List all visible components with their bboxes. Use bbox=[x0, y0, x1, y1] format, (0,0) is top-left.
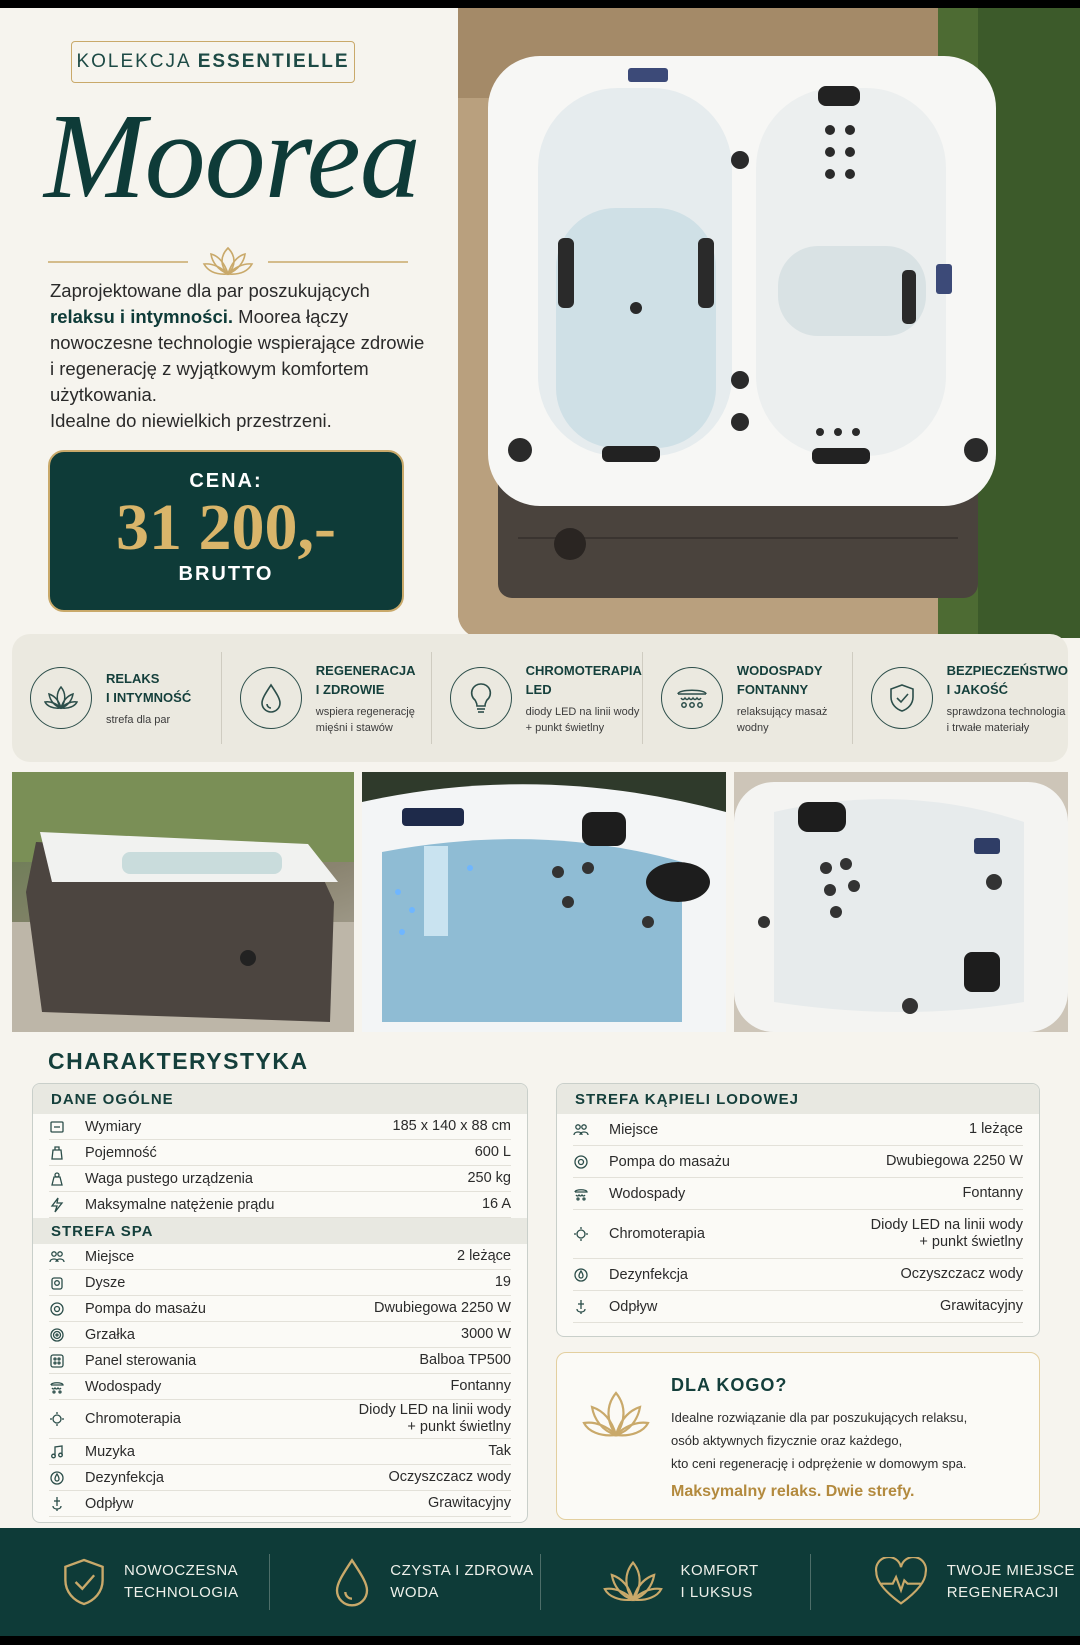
footer-bar bbox=[0, 1528, 1080, 1636]
lotus-icon bbox=[581, 1387, 651, 1443]
spec-label: Maksymalne natężenie prądu bbox=[85, 1196, 275, 1213]
spec-label: Wodospady bbox=[85, 1378, 162, 1395]
spec-label: Odpływ bbox=[85, 1495, 134, 1512]
footer-text: CZYSTA I ZDROWA WODA bbox=[390, 1562, 534, 1601]
spec-value: Grawitacyjny bbox=[940, 1298, 1023, 1314]
spec-row bbox=[573, 1291, 1023, 1323]
footer-text: TWOJE MIEJSCE REGENERACJI bbox=[946, 1562, 1075, 1601]
spec-label: Dezynfekcja bbox=[85, 1469, 164, 1486]
spec-value: Balboa TP500 bbox=[419, 1352, 511, 1368]
feature-title: CHROMOTERAPIA LED bbox=[525, 662, 642, 697]
spec-label: Wodospady bbox=[609, 1185, 686, 1202]
drain-icon bbox=[49, 1496, 85, 1512]
spec-row bbox=[49, 1140, 511, 1166]
feature-subtitle: strefa dla par bbox=[106, 713, 171, 726]
disinfect-icon bbox=[49, 1470, 85, 1486]
spa-rows bbox=[33, 1244, 527, 1517]
spec-label: Grzałka bbox=[85, 1326, 135, 1343]
drop-icon bbox=[240, 667, 302, 729]
for-whom-line: osób aktywnych fizycznie oraz każdego, bbox=[671, 1433, 903, 1448]
for-whom-tagline: Maksymalny relaks. Dwie strefy. bbox=[671, 1483, 915, 1500]
footer-water bbox=[270, 1554, 540, 1610]
spec-row bbox=[573, 1259, 1023, 1291]
spec-value: 2 leżące bbox=[456, 1248, 511, 1264]
general-rows bbox=[33, 1114, 527, 1218]
spec-row bbox=[49, 1244, 511, 1270]
spec-label: Chromoterapia bbox=[609, 1226, 705, 1242]
spec-row bbox=[49, 1114, 511, 1140]
spec-row bbox=[49, 1374, 511, 1400]
gallery-photo-led bbox=[362, 772, 726, 1032]
music-icon bbox=[49, 1444, 85, 1460]
price-box bbox=[48, 450, 404, 612]
footer-text: KOMFORT I LUKSUS bbox=[680, 1562, 759, 1601]
waterfall-icon bbox=[661, 667, 723, 729]
spec-label: Wymiary bbox=[85, 1118, 142, 1135]
section-spa-title: STREFA SPA bbox=[33, 1218, 527, 1244]
spec-value: Dwubiegowa 2250 W bbox=[885, 1153, 1023, 1169]
disinfect-icon bbox=[573, 1267, 609, 1283]
feature-title: REGENERACJA I ZDROWIE bbox=[315, 662, 416, 697]
led-icon bbox=[49, 1411, 85, 1427]
price-value: 31 200,- bbox=[116, 491, 336, 564]
lotus-icon bbox=[603, 1557, 663, 1607]
spec-row bbox=[49, 1348, 511, 1374]
spec-row bbox=[49, 1166, 511, 1192]
product-title: Moorea bbox=[44, 89, 420, 224]
waterfall-icon bbox=[49, 1379, 85, 1395]
spec-row bbox=[49, 1322, 511, 1348]
spec-value: Tak bbox=[488, 1443, 511, 1459]
spec-row bbox=[49, 1400, 511, 1439]
specs-card-left bbox=[32, 1083, 528, 1523]
section-general-title: DANE OGÓLNE bbox=[33, 1084, 527, 1114]
weight-icon bbox=[49, 1171, 85, 1187]
spec-label: Miejsce bbox=[85, 1248, 135, 1265]
spec-value: 1 leżące bbox=[968, 1121, 1023, 1137]
led-icon bbox=[573, 1226, 609, 1242]
spec-row bbox=[573, 1178, 1023, 1210]
collection-prefix: KOLEKCJA bbox=[76, 51, 192, 72]
panel-icon bbox=[49, 1353, 85, 1369]
for-whom-line: Idealne rozwiązanie dla par poszukujących relaksu, bbox=[671, 1410, 968, 1425]
feature-regeneration bbox=[222, 652, 432, 744]
spec-row bbox=[49, 1270, 511, 1296]
collection-badge bbox=[71, 41, 355, 83]
water-drop-icon bbox=[332, 1556, 372, 1608]
shield-icon bbox=[871, 667, 933, 729]
spec-label: Waga pustego urządzenia bbox=[85, 1170, 253, 1187]
spec-row bbox=[49, 1192, 511, 1218]
section-ice-title: STREFA KĄPIELI LODOWEJ bbox=[557, 1084, 1039, 1114]
feature-safety bbox=[853, 652, 1068, 744]
feature-subtitle: relaksujący masaż wodny bbox=[736, 705, 828, 734]
intro-text: Zaprojektowane dla par poszukujących relaksu i intymności. Moorea łączy nowoczesne technologie wspierające zdrowie i regenerację z wyjątkowym komfortem użytkowania. Idealne do niewielkich przestrzeni. bbox=[50, 280, 425, 431]
nozzle-icon bbox=[49, 1275, 85, 1291]
spec-label: Chromoterapia bbox=[85, 1411, 181, 1427]
spec-value: 19 bbox=[494, 1274, 511, 1290]
spec-label: Pompa do masażu bbox=[85, 1300, 206, 1317]
feature-relax bbox=[12, 652, 222, 744]
footer-technology bbox=[0, 1554, 270, 1610]
spec-row bbox=[49, 1296, 511, 1322]
spec-value: Oczyszczacz wody bbox=[900, 1266, 1023, 1282]
pump-icon bbox=[573, 1154, 609, 1170]
spec-value: Diody LED na linii wody + punkt świetlny bbox=[358, 1402, 511, 1435]
spec-value: Fontanny bbox=[450, 1378, 511, 1394]
bolt-icon bbox=[49, 1197, 85, 1213]
price-label: CENA: bbox=[189, 470, 263, 492]
spec-value: 600 L bbox=[474, 1144, 511, 1160]
feature-strip bbox=[12, 634, 1068, 762]
gallery-photo-exterior bbox=[12, 772, 354, 1032]
footer-regeneration bbox=[811, 1554, 1080, 1610]
ice-rows bbox=[557, 1114, 1039, 1323]
feature-title: RELAKS I INTYMNOŚĆ bbox=[106, 670, 192, 705]
spec-label: Dezynfekcja bbox=[609, 1266, 688, 1283]
shield-check-icon bbox=[62, 1556, 106, 1608]
for-whom-text bbox=[671, 1406, 1027, 1475]
dimensions-icon bbox=[49, 1119, 85, 1135]
spec-label: Pompa do masażu bbox=[609, 1153, 730, 1170]
feature-title: WODOSPADY FONTANNY bbox=[736, 662, 823, 697]
capacity-icon bbox=[49, 1145, 85, 1161]
spec-row bbox=[49, 1465, 511, 1491]
gallery-photo-interior bbox=[734, 772, 1068, 1032]
lotus-divider bbox=[48, 244, 408, 280]
feature-chromotherapy bbox=[432, 652, 643, 744]
spec-row bbox=[49, 1491, 511, 1517]
for-whom-line: kto ceni regenerację i odprężenie w domowym spa. bbox=[671, 1456, 967, 1471]
spec-label: Dysze bbox=[85, 1274, 126, 1291]
people-icon bbox=[573, 1122, 609, 1138]
heart-pulse-icon bbox=[873, 1557, 929, 1607]
specs-heading: CHARAKTERYSTYKA bbox=[48, 1048, 309, 1074]
heater-icon bbox=[49, 1327, 85, 1343]
drain-icon bbox=[573, 1299, 609, 1315]
spec-value: 185 x 140 x 88 cm bbox=[392, 1118, 511, 1134]
spec-label: Miejsce bbox=[609, 1121, 659, 1138]
spec-value: Fontanny bbox=[962, 1185, 1023, 1201]
spec-value: Grawitacyjny bbox=[428, 1495, 511, 1511]
feature-subtitle: sprawdzona technologia i trwałe materiały bbox=[946, 705, 1066, 734]
people-icon bbox=[49, 1249, 85, 1265]
spec-row bbox=[49, 1439, 511, 1465]
spec-label: Pojemność bbox=[85, 1144, 157, 1161]
price-suffix: BRUTTO bbox=[178, 563, 274, 585]
footer-comfort bbox=[541, 1554, 811, 1610]
spec-label: Panel sterowania bbox=[85, 1352, 197, 1369]
collection-name: ESSENTIELLE bbox=[197, 51, 350, 72]
spec-row bbox=[573, 1210, 1023, 1259]
feature-subtitle: wspiera regenerację mięśni i stawów bbox=[315, 705, 415, 734]
for-whom-box bbox=[556, 1352, 1040, 1520]
spec-value: 250 kg bbox=[467, 1170, 511, 1186]
spec-row bbox=[573, 1146, 1023, 1178]
feature-waterfalls bbox=[643, 652, 853, 744]
product-sheet bbox=[0, 8, 1080, 1636]
waterfall-icon bbox=[573, 1186, 609, 1202]
hero-photo bbox=[458, 8, 1080, 638]
for-whom-title: DLA KOGO? bbox=[671, 1375, 788, 1395]
spec-value: 16 A bbox=[481, 1196, 511, 1212]
spec-value: Oczyszczacz wody bbox=[388, 1469, 511, 1485]
spec-value: Dwubiegowa 2250 W bbox=[373, 1300, 511, 1316]
spec-value: 3000 W bbox=[461, 1326, 511, 1342]
feature-subtitle: diody LED na linii wody + punkt świetlny bbox=[525, 705, 640, 734]
spec-value: Diody LED na linii wody + punkt świetlny bbox=[870, 1217, 1023, 1250]
pump-icon bbox=[49, 1301, 85, 1317]
hero-text bbox=[0, 8, 460, 638]
spec-row bbox=[573, 1114, 1023, 1146]
footer-text: NOWOCZESNA TECHNOLOGIA bbox=[124, 1562, 239, 1601]
spec-label: Odpływ bbox=[609, 1298, 658, 1315]
lotus-icon bbox=[30, 667, 92, 729]
bulb-icon bbox=[450, 667, 512, 729]
feature-title: BEZPIECZEŃSTWO I JAKOŚĆ bbox=[946, 662, 1069, 697]
specs-card-right bbox=[556, 1083, 1040, 1337]
spec-label: Muzyka bbox=[85, 1443, 135, 1460]
